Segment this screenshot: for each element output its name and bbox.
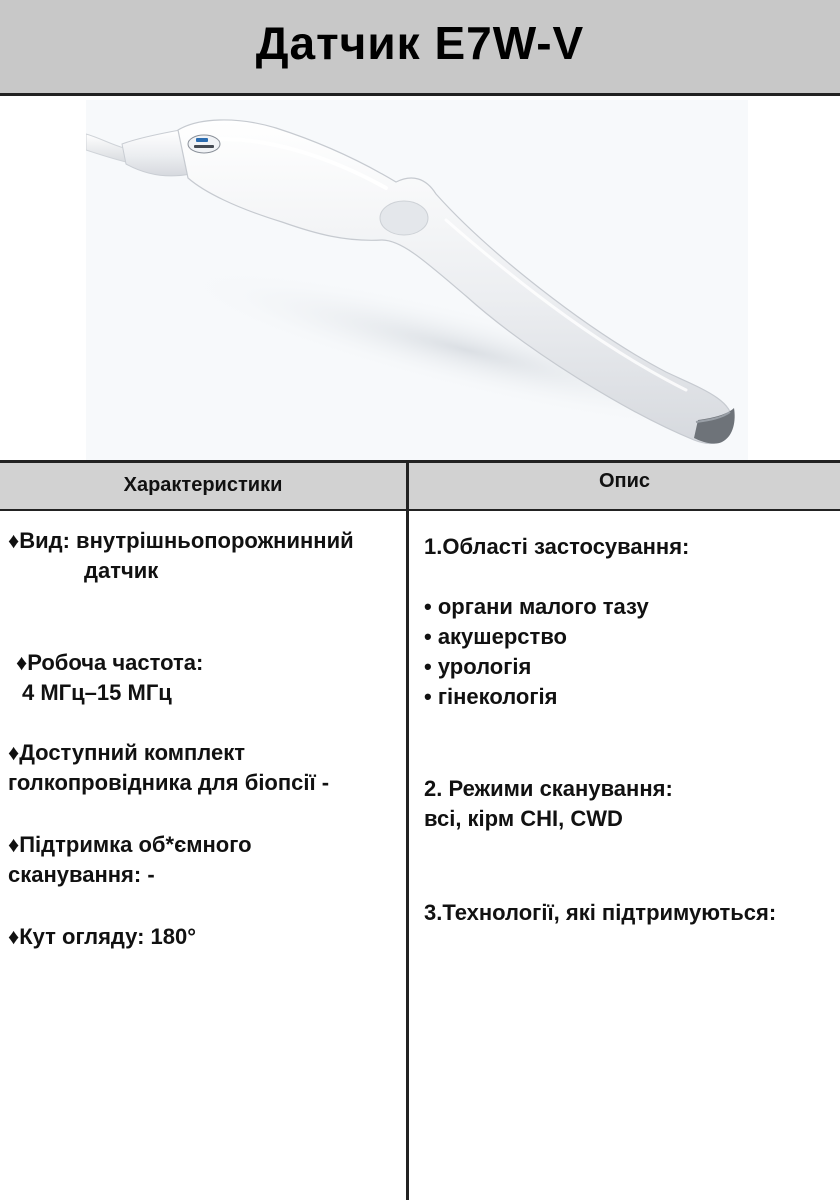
spec-table bbox=[0, 460, 840, 1200]
table-top-border bbox=[0, 460, 840, 463]
list-item: • гінекологія bbox=[424, 684, 558, 709]
biopsy-line2: голкопровідника для біопсії - bbox=[8, 770, 330, 795]
probe-photo bbox=[86, 100, 748, 460]
list-item: • акушерство bbox=[424, 624, 567, 649]
header-characteristics: Характеристики bbox=[123, 474, 283, 496]
list-item: • органи малого тазу bbox=[424, 594, 649, 619]
header-divider bbox=[0, 509, 840, 511]
frequency-line2: 4 МГц–15 МГц bbox=[22, 680, 172, 705]
modes-value: всі, кірм CHI, CWD bbox=[424, 806, 623, 831]
list-item: • урологія bbox=[424, 654, 532, 679]
page-title: Датчик E7W-V bbox=[255, 16, 585, 69]
modes-heading: 2. Режими сканування: bbox=[424, 776, 673, 801]
type-line2: датчик bbox=[84, 558, 159, 583]
column-divider bbox=[406, 460, 409, 1200]
frequency-line1: ♦Робоча частота: bbox=[16, 650, 204, 675]
header-description: Опис bbox=[598, 470, 651, 492]
volume-line1: ♦Підтримка об*ємного bbox=[8, 832, 252, 857]
view-angle: ♦Кут огляду: 180° bbox=[8, 924, 197, 949]
title-bar bbox=[0, 0, 840, 96]
type-line1: ♦Вид: внутрішньопорожнинний bbox=[8, 528, 354, 553]
volume-line2: сканування: - bbox=[8, 862, 155, 887]
biopsy-line1: ♦Доступний комплект bbox=[8, 740, 245, 765]
ultrasound-probe-image bbox=[86, 100, 748, 460]
applications-heading: 1.Області застосування: bbox=[424, 534, 690, 559]
technologies-heading: 3.Технології, які підтримуються: bbox=[424, 900, 777, 925]
